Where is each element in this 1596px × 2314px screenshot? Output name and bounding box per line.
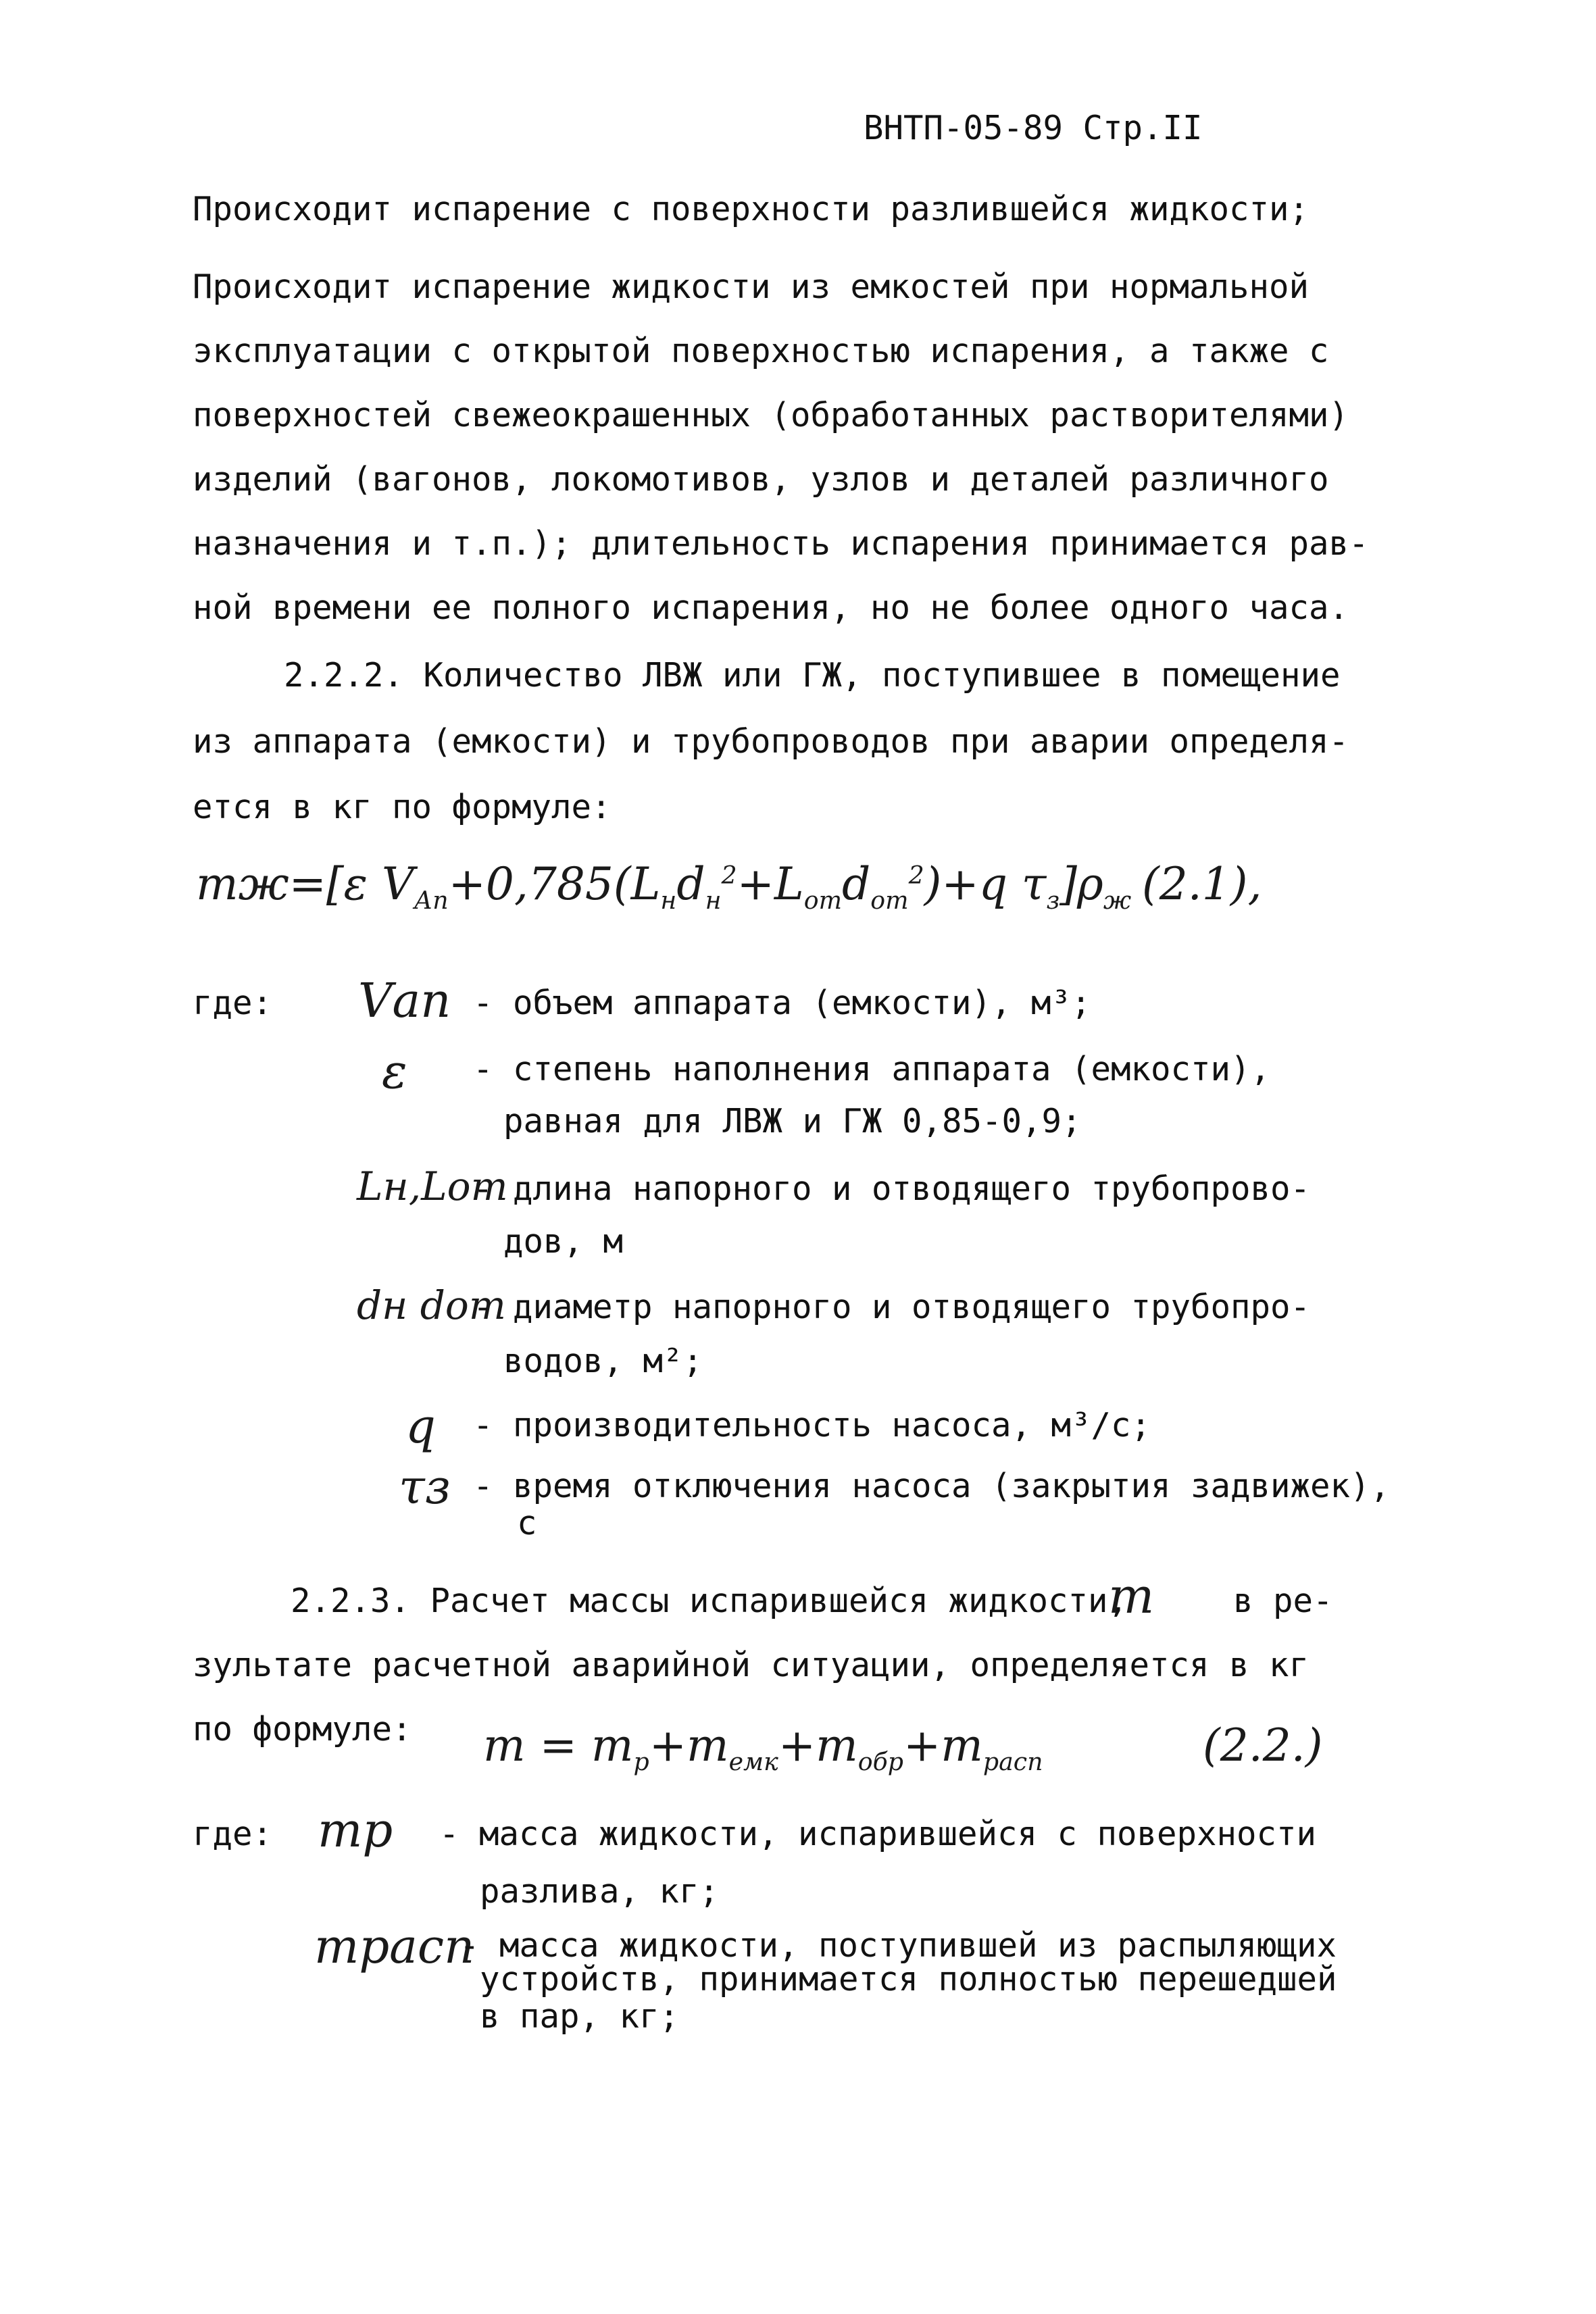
section-223-line-1-end: в ре-: [1233, 1582, 1333, 1620]
symbol-m-rasp: mрасп: [314, 1919, 475, 1974]
symbol-l: Lн,Lот: [357, 1163, 508, 1209]
symbol-tau: τз: [399, 1459, 451, 1515]
intro-line-4: поверхностей свежеокрашенных (обработанных растворителями): [193, 396, 1349, 434]
section-222-line-2: из аппарата (емкости) и трубопроводов при аварии определя-: [193, 722, 1349, 761]
section-222-line-3: ется в кг по формуле:: [193, 788, 612, 826]
symbol-d: dн dот: [357, 1282, 506, 1328]
intro-line-7: ной времени ее полного испарения, но не более одного часа.: [193, 588, 1349, 627]
def-epsilon-line-2: равная для ЛВЖ и ГЖ 0,85-0,9;: [503, 1102, 1082, 1140]
where-label-2: где:: [193, 1815, 273, 1853]
formula-2-2: $m = m_р+m_{емк}+m_{обр}+m_{расп}$: [483, 1719, 1043, 1777]
def-tau-line-2: с: [517, 1504, 537, 1542]
formula-2-1: mж=[ε $V_{Ап}+0,785(L_нd_н^2+L_{от}d_{от}^2)+q$ $\tau_з]\rho_ж$: [196, 858, 1132, 915]
symbol-v-ap: Vап: [358, 973, 451, 1028]
section-223-line-3: по формуле:: [193, 1710, 412, 1749]
where-label-1: где:: [193, 984, 273, 1022]
def-q: - производительность насоса, м³/с;: [473, 1406, 1151, 1444]
intro-line-1: Происходит испарение с поверхности разлившейся жидкости;: [193, 190, 1310, 228]
def-epsilon-line-1: - степень наполнения аппарата (емкости),: [473, 1050, 1271, 1088]
formula-2-2-label: (2.2.): [1203, 1719, 1323, 1771]
formula-2-1-lhs: mж=[ε V: [196, 858, 414, 910]
def-m-r-line-1: - масса жидкости, испарившейся с поверхности: [439, 1815, 1317, 1853]
formula-2-1-label: (2.1),: [1142, 858, 1262, 910]
symbol-epsilon: ε: [382, 1044, 407, 1099]
def-d-line-2: водов, м²;: [503, 1342, 703, 1380]
intro-line-6: назначения и т.п.); длительность испарения принимается рав-: [193, 524, 1369, 563]
symbol-q: q: [405, 1399, 436, 1454]
def-m-r-line-2: разлива, кг;: [480, 1872, 720, 1911]
def-m-rasp-line-2: устройств, принимается полностью перешедшей: [480, 1960, 1337, 1998]
def-m-rasp-line-3: в пар, кг;: [480, 1997, 680, 2036]
section-223-symbol-m: m: [1108, 1567, 1155, 1624]
section-222-line-1: 2.2.2. Количество ЛВЖ или ГЖ, поступившее в помещение: [284, 656, 1341, 695]
section-223-line-2: зультате расчетной аварийной ситуации, определяется в кг: [193, 1646, 1310, 1684]
intro-line-5: изделий (вагонов, локомотивов, узлов и деталей различного: [193, 460, 1329, 499]
symbol-m-r: mр: [318, 1803, 393, 1858]
def-l-line-1: - длина напорного и отводящего трубопрово-: [473, 1169, 1311, 1208]
def-v-ap: - объем аппарата (емкости), м³;: [473, 984, 1091, 1022]
section-223-line-1: 2.2.3. Расчет массы испарившейся жидкости,: [291, 1582, 1128, 1620]
def-m-rasp-line-1: - масса жидкости, поступившей из распыляющих: [459, 1926, 1337, 1965]
page-header: ВНТП-05-89 Стр.II: [864, 109, 1203, 147]
def-tau-line-1: - время отключения насоса (закрытия задвижек),: [473, 1467, 1391, 1505]
def-d-line-1: - диаметр напорного и отводящего трубопро-: [473, 1288, 1311, 1326]
def-l-line-2: дов, м: [503, 1222, 624, 1261]
intro-line-2: Происходит испарение жидкости из емкостей при нормальной: [193, 268, 1310, 306]
intro-line-3: эксплуатации с открытой поверхностью испарения, а также с: [193, 332, 1329, 370]
